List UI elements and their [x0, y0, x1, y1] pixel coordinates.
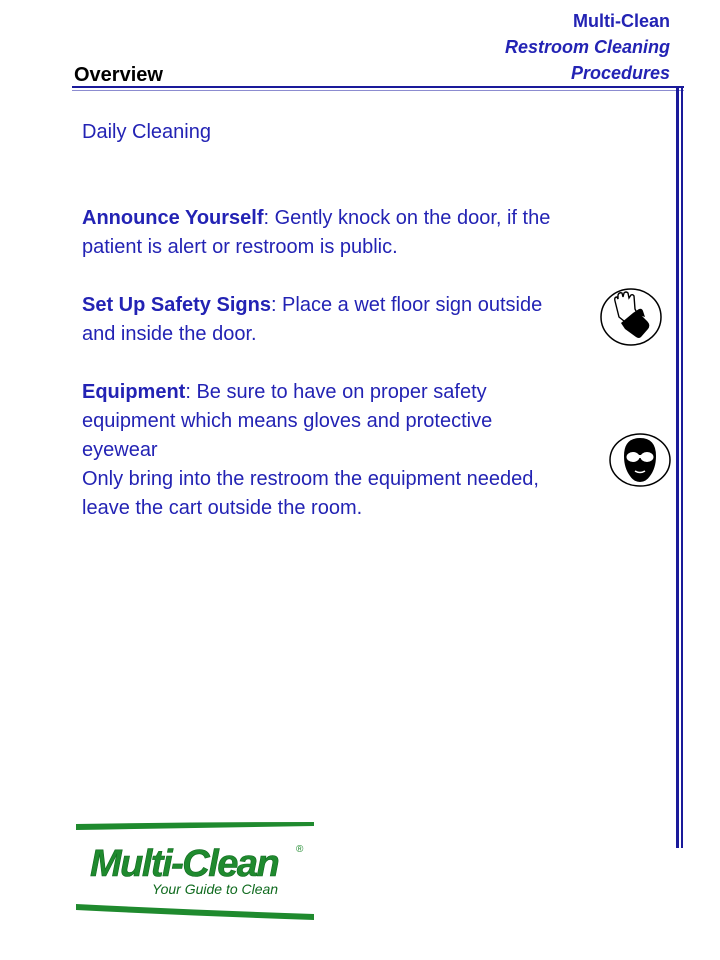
- goggles-icon: [608, 432, 672, 488]
- header-divider: [72, 86, 684, 88]
- announce-text: : Gently knock on the door, if the patient is alert or restroom is public.: [82, 207, 551, 258]
- header-subtitle-line2: Procedures: [570, 63, 670, 83]
- announce-paragraph: [82, 204, 562, 262]
- document-header: [505, 8, 670, 86]
- signs-text: : Place a wet floor sign outside and inside the door.: [82, 294, 543, 345]
- logo-top-swoosh: [76, 822, 314, 830]
- gloves-icon: [599, 287, 663, 347]
- logo-registered-mark: ®: [296, 844, 304, 855]
- equipment-paragraph: [82, 378, 562, 465]
- header-divider-shadow: [72, 90, 684, 91]
- announce-label: Announce Yourself: [82, 207, 264, 229]
- procedure-content: [82, 118, 562, 523]
- content-heading: Daily Cleaning: [82, 121, 211, 143]
- equipment-label: Equipment: [82, 381, 186, 403]
- section-title: Overview: [74, 64, 163, 86]
- signs-paragraph: [82, 291, 562, 349]
- signs-label: Set Up Safety Signs: [82, 294, 271, 316]
- right-border-outer: [681, 88, 683, 848]
- multi-clean-logo: [74, 820, 316, 920]
- right-border: [676, 88, 679, 848]
- equipment-text: : Be sure to have on proper safety equipment which means gloves and protective eyewear: [82, 381, 493, 461]
- equipment-paragraph-2: Only bring into the restroom the equipment needed, leave the cart outside the room.: [82, 468, 539, 519]
- header-brand: Multi-Clean: [573, 11, 670, 31]
- logo-brand-text: Multi-Clean: [90, 843, 279, 885]
- logo-tagline: Your Guide to Clean: [152, 881, 279, 897]
- logo-bottom-swoosh: [76, 904, 314, 920]
- header-subtitle-line1: Restroom Cleaning: [504, 37, 670, 57]
